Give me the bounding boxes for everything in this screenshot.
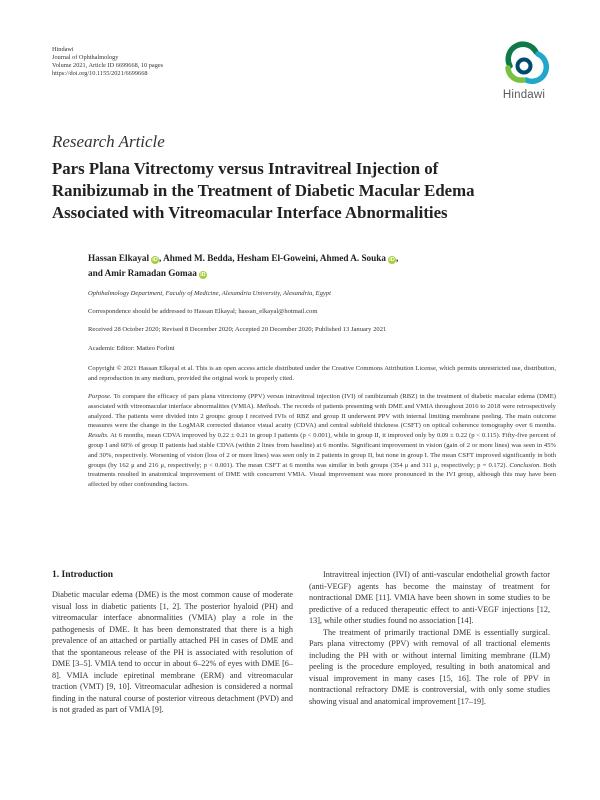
publisher-name: Hindawi <box>52 46 74 53</box>
author-separator: , <box>159 253 164 263</box>
orcid-icon[interactable]: iD <box>200 272 206 278</box>
abstract-text-purpose: To compare the efficacy of pars plana vitrectomy (PPV) versus intravitreal injection (IVI) of ranibizumab (RBZ) in the treatment of diabetic macular edema (DME) associated with vitreomacular interface abnormalities (VMIA). <box>88 393 556 410</box>
abstract-label-results: Results. <box>88 432 109 440</box>
abstract-label-conclusion: Conclusion. <box>509 461 541 469</box>
article-title: Pars Plana Vitrectomy versus Intravitreal Injection of Ranibizumab in the Treatment of Diabetic Macular Edema Associated with Vitreomacular Interface Abnormalities <box>52 159 475 222</box>
paragraph: The treatment of primarily tractional DME is essentially surgical. Pars plana vitrectomy (PPV) with removal of all tractional elements including the PH with or without internal limiting membrane (ILM) peeling is the procedure employed, resulting in both anatomical and visual improvement in many cases [15, 16]. The role of PPV in nontractional refractory DME is controversial, with only some studies showing visual and anatomical improvement [17–19]. <box>309 627 550 707</box>
correspondence: Correspondence should be addressed to Hassan Elkayal; hassan_elkayal@hotmail.com <box>88 308 318 315</box>
affiliation: Ophthalmology Department, Faculty of Medicine, Alexandria University, Alexandria, Egypt <box>88 290 331 297</box>
abstract-label-purpose: Purpose. <box>88 393 112 400</box>
copyright-notice: Copyright © 2021 Hassan Elkayal et al. This is an open access article distributed under the Creative Commons Attribution License, which permits unrestricted use, distribution, and reproduction in any medium, provided the original work is properly cited. <box>88 365 556 382</box>
abstract-text-results: At 6 months, mean CDVA improved by 0.22 ± 0.21 in group I patients (p < 0.001), while in group II, it improved only by 0.09 ± 0.22 (p < 0.115). Fifty-five percent of group I and 60% of group II patients had stable CDVA (within 2 lines from baseline) at 6 months. Significant improvement in vision (gain of 2 or more lines) was seen in 45% and 30%, respectively. Worsening of vision (loss of 2 or more lines) was seen only in 2 patients in group II, but none in group I. The mean CSFT improved significantly in both groups (by 162 μ and 216 μ, respectively; p < 0.001). The mean CSFT at 6 months was similar in both groups (354 μ and 311 μ, respectively; p = 0.172). <box>88 432 556 469</box>
paragraph: Intravitreal injection (IVI) of anti-vascular endothelial growth factor (anti-VEGF) agents has become the mainstay of treatment for nontractional DME [11]. VMIA have been shown in some studies to be predictive of a reduced therapeutic effect to anti-VEGF injections [12, 13], while other studies found no association [14]. <box>309 570 550 626</box>
author-separator: , <box>395 253 399 263</box>
author-name: Hassan Elkayal <box>88 253 150 263</box>
journal-name: Journal of Ophthalmology <box>52 54 119 61</box>
journal-info <box>52 46 163 78</box>
academic-editor: Academic Editor: Matteo Forlini <box>88 345 175 352</box>
volume-info: Volume 2021, Article ID 6699668, 10 pages <box>52 62 164 69</box>
abstract-text-conclusion: Both treatments resulted in anatomical improvement of DME with concurrent VMIA. Visual improvement was more pronounced in the IVI group, although this may have been affected by other confounding factors. <box>88 461 556 489</box>
author-name: Hesham El-Goweini <box>236 253 316 263</box>
hindawi-logo <box>496 38 552 104</box>
body-column-right <box>309 569 550 708</box>
orcid-icon[interactable]: iD <box>152 257 158 263</box>
orcid-icon[interactable]: iD <box>389 257 395 263</box>
author-separator: , <box>315 253 320 263</box>
author-separator: , <box>232 253 237 263</box>
author-name: Ahmed A. Souka <box>319 253 386 263</box>
hindawi-logo-icon <box>496 38 552 90</box>
publication-dates: Received 28 October 2020; Revised 8 December 2020; Accepted 20 December 2020; Published 13 January 2021 <box>88 326 387 333</box>
section-heading: 1. Introduction <box>52 570 114 580</box>
author-name: Ahmed M. Bedda <box>163 253 233 263</box>
author-name: and Amir Ramadan Gomaa <box>88 268 197 278</box>
author-list <box>88 251 556 281</box>
paragraph: Diabetic macular edema (DME) is the most common cause of moderate visual loss in diabetic patients [1, 2]. The posterior hyaloid (PH) and vitreomacular interface abnormalities (VMIA) play a role in the pathogenesis of DME. It has been demonstrated that there is a high prevalence of an attached or partially attached PH in cases of DME and that the spontaneous release of the PH is associated with resolution of DME [3–5]. VMIA tend to occur in about 6–22% of eyes with DME [6–8]. VMIA include epiretinal membrane (ERM) and vitreomacular traction (VMT) [9, 10]. Vitreomacular adhesion is considered a normal finding in the natural course of posterior vitreous detachment (PVD) and is not graded as part of VMIA [9]. <box>52 590 293 715</box>
abstract <box>88 392 556 490</box>
doi-link[interactable]: https://doi.org/10.1155/2021/6699668 <box>52 70 148 77</box>
abstract-label-methods: Methods. <box>256 402 281 410</box>
body-column-left <box>52 589 293 716</box>
hindawi-logo-text: Hindawi <box>502 89 546 101</box>
abstract-text-methods: The records of patients presenting with DME and VMIA throughout 2016 to 2018 were retrospectively analyzed. The patients were divided into 2 groups: group I received IVIs of RBZ and group II underwent PPV with internal limiting membrane peeling. The main outcome measures were the change in the LogMAR corrected distance visual acuity (CDVA) and central subfield thickness (CSFT) on optical coherence tomography over 6 months. <box>88 402 556 430</box>
article-type: Research Article <box>52 132 165 151</box>
